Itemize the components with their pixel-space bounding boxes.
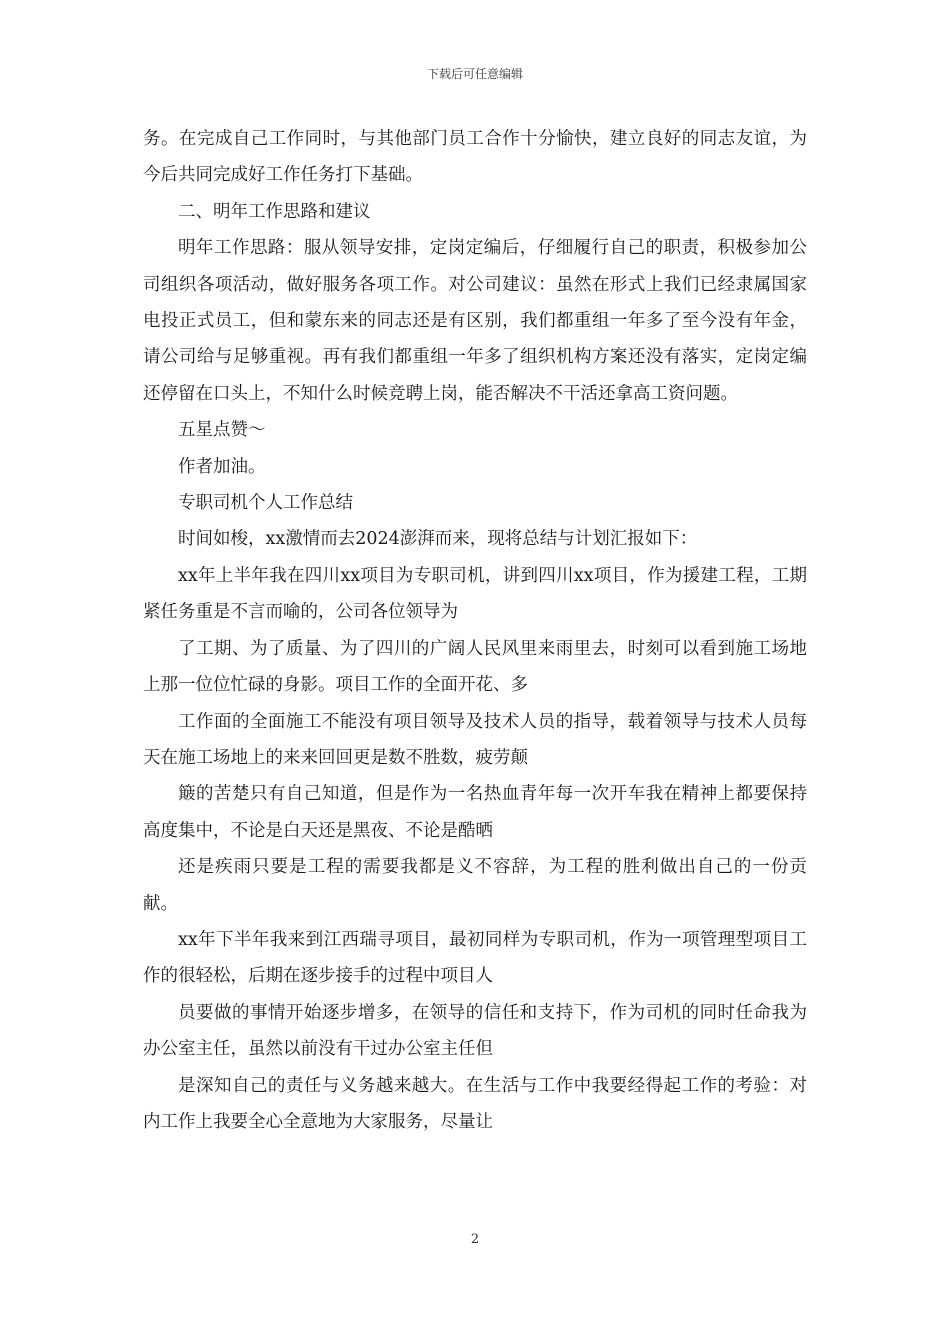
- document-body: [143, 121, 807, 1140]
- paragraph: 是深知自己的责任与义务越来越大。在生活与工作中我要经得起工作的考验：对内工作上我要全心全意地为大家服务，尽量让: [143, 1075, 807, 1132]
- paragraph: 簸的苦楚只有自己知道，但是作为一名热血青年每一次开车我在精神上都要保持高度集中，不论是白天还是黑夜、不论是酷晒: [143, 784, 807, 841]
- paragraph: 时间如梭，xx激情而去2024澎湃而来，现将总结与计划汇报如下：: [178, 529, 698, 550]
- paragraph: xx年下半年我来到江西瑞寻项目，最初同样为专职司机，作为一项管理型项目工作的很轻松，后期在逐步接手的过程中项目人: [143, 929, 807, 987]
- page-header: 下载后可任意编辑: [426, 67, 523, 81]
- paragraph: 明年工作思路：服从领导安排，定岗定编后，仔细履行自己的职责，积极参加公司组织各项活动，做好服务各项工作。对公司建议：虽然在形式上我们已经隶属国家电投正式员工，但和蒙东来的同志还是有区别，我们都重组一年多了至今没有年金，请公司给与足够重视。再有我们都重组一年多了组织机构方案还没有落实，定岗定编还停留在口头上，不知什么时候竞聘上岗，能否解决不干活还拿高工资问题。: [143, 238, 807, 404]
- paragraph: 员要做的事情开始逐步增多，在领导的信任和支持下，作为司机的同时任命我为办公室主任，虽然以前没有干过办公室主任但: [143, 1002, 807, 1060]
- paragraph: xx年上半年我在四川xx项目为专职司机，讲到四川xx项目，作为援建工程，工期紧任务重是不言而喻的，公司各位领导为: [143, 565, 807, 623]
- paragraph: 了工期、为了质量、为了四川的广阔人民风里来雨里去，时刻可以看到施工场地上那一位位忙碌的身影。项目工作的全面开花、多: [143, 638, 807, 696]
- paragraph: 务。在完成自己工作同时，与其他部门员工合作十分愉快，建立良好的同志友谊，为今后共同完成好工作任务打下基础。: [143, 129, 807, 186]
- page-number: 2: [470, 1232, 480, 1247]
- paragraph: 五星点赞～: [178, 420, 266, 441]
- paragraph: 作者加油。: [178, 456, 266, 477]
- paragraph: 工作面的全面施工不能没有项目领导及技术人员的指导，载着领导与技术人员每天在施工场地上的来来回回更是数不胜数，疲劳颠: [143, 711, 807, 768]
- section-heading: 二、明年工作思路和建议: [178, 201, 371, 222]
- paragraph: 还是疾雨只要是工程的需要我都是义不容辞，为工程的胜利做出自己的一份贡献。: [143, 857, 807, 914]
- document-title: 专职司机个人工作总结: [178, 493, 353, 514]
